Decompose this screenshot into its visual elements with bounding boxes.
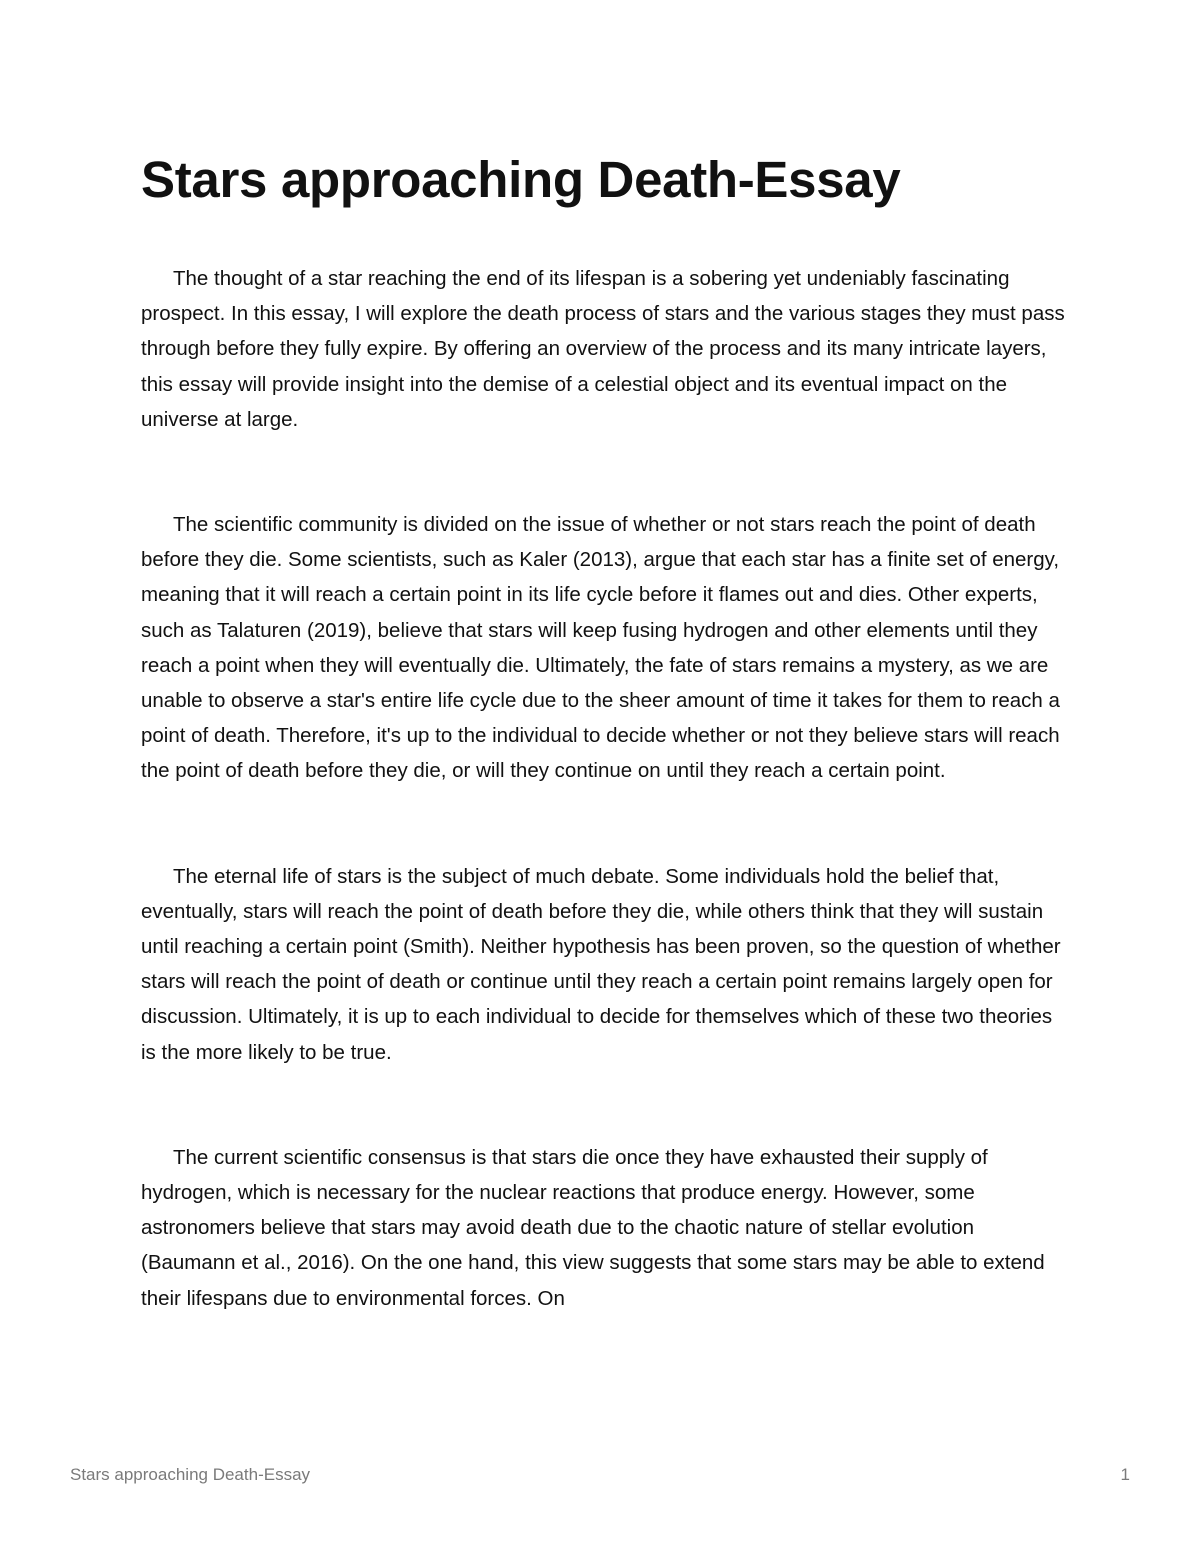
paragraph-4: The current scientific consensus is that stars die once they have exhausted their supply of hydrogen, which is necessary for the nuclear reactions that produce energy. However, some astronomers believe that stars may avoid death due to the chaotic nature of stellar evolution (Baumann et al., 2016). On the one hand, this view suggests that some stars may be able to extend their lifespans due to environmental forces. On: [141, 1145, 1045, 1310]
page-number: 1: [1120, 1465, 1130, 1484]
essay-body: [141, 261, 1066, 1316]
paragraph-2: The scientific community is divided on the issue of whether or not stars reach the point of death before they die. Some scientists, such as Kaler (2013), argue that each star has a finite set of energy, meaning that it will reach a certain point in its life cycle before it flames out and dies. Other experts, such as Talaturen (2019), believe that stars will keep fusing hydrogen and other elements until they reach a point when they will eventually die. Ultimately, the fate of stars remains a mystery, as we are unable to observe a star's entire life cycle due to the sheer amount of time it takes for them to reach a point of death. Therefore, it's up to the individual to decide whether or not they believe stars will reach the point of death before they die, or will they continue on until they reach a certain point.: [141, 513, 1060, 783]
footer-title: Stars approaching Death-Essay: [70, 1465, 311, 1484]
paragraph-3: The eternal life of stars is the subject of much debate. Some individuals hold the belief that, eventually, stars will reach the point of death before they die, while others think that they will sustain until reaching a certain point (Smith). Neither hypothesis has been proven, so the question of whether stars will reach the point of death or continue until they reach a certain point remains largely open for discussion. Ultimately, it is up to each individual to decide for themselves which of these two theories is the more likely to be true.: [141, 864, 1061, 1064]
page-content: [141, 150, 1066, 1386]
page-footer: [70, 1465, 1130, 1489]
document-title: Stars approaching Death-Essay: [141, 151, 901, 208]
paragraph-1: The thought of a star reaching the end of its lifespan is a sobering yet undeniably fascinating prospect. In this essay, I will explore the death process of stars and the various stages they must pass through before they fully expire. By offering an overview of the process and its many intricate layers, this essay will provide insight into the demise of a celestial object and its eventual impact on the universe at large.: [141, 267, 1065, 431]
